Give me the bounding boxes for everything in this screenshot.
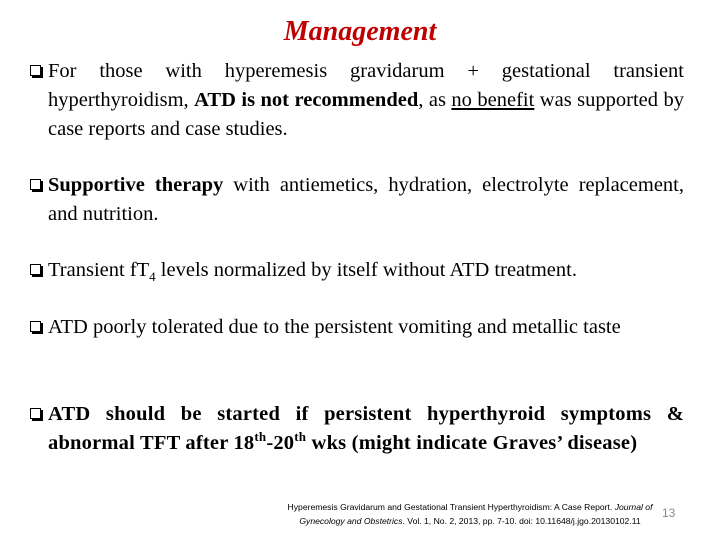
bullet-item — [30, 256, 684, 285]
square-bullet-icon — [30, 264, 41, 275]
bullet-text-segment: was supported by case reports and case studies. — [48, 89, 684, 140]
citation-journal-text: Gynecology and Obstetrics — [299, 516, 403, 526]
bullet-underlined-text: no benefit — [451, 89, 535, 111]
bullet-text — [30, 256, 684, 285]
superscript: th — [254, 429, 267, 445]
citation-journal-text: Journal of — [614, 502, 653, 512]
citation-text: . Vol. 1, No. 2, 2013, pp. 7-10. doi: 10.11648/j.jgo.20130102.11 — [402, 516, 641, 526]
bullet-text-segment: with antiemetics, hydration, electrolyte replacement, and nutrition. — [48, 174, 684, 225]
bullet-text-segment: -20 — [266, 432, 295, 454]
bullet-text-segment: Transient fT — [48, 259, 150, 281]
bullet-item — [30, 400, 684, 458]
citation-text: Hyperemesis Gravidarum and Gestational Transient Hyperthyroidism: A Case Report. — [287, 502, 615, 512]
superscript: th — [294, 429, 307, 445]
page-number: 13 — [662, 506, 676, 520]
reference-citation — [250, 500, 690, 528]
bullet-bold-text: Supportive therapy — [48, 174, 224, 196]
bullet-text-segment: wks (might indicate Graves’ disease) — [306, 432, 638, 454]
square-bullet-icon — [30, 408, 41, 419]
bullet-text-segment: ATD should be started if persistent hyperthyroid symptoms & abnormal TFT after 18 — [48, 403, 684, 454]
bullet-text-segment: ATD poorly tolerated due to the persistent vomiting and metallic taste — [48, 316, 621, 338]
bullet-item — [30, 313, 684, 342]
bullet-text-segment: , as — [418, 89, 452, 111]
square-bullet-icon — [30, 321, 41, 332]
bullet-text — [30, 57, 684, 144]
square-bullet-icon — [30, 179, 41, 190]
bullet-text-segment: levels normalized by itself without ATD treatment. — [155, 259, 577, 281]
bullet-text — [30, 400, 684, 458]
bullet-item — [30, 171, 684, 229]
bullet-item — [30, 57, 684, 144]
bullet-text-segment: For those with hyperemesis gravidarum + gestational transient hyperthyroidism, — [48, 60, 684, 111]
bullet-text — [30, 171, 684, 229]
slide-title: Management — [283, 16, 437, 47]
bullet-bold-text: ATD is not recommended — [194, 89, 419, 111]
square-bullet-icon — [30, 65, 41, 76]
bullet-text — [30, 313, 684, 342]
subscript: 4 — [149, 269, 156, 285]
